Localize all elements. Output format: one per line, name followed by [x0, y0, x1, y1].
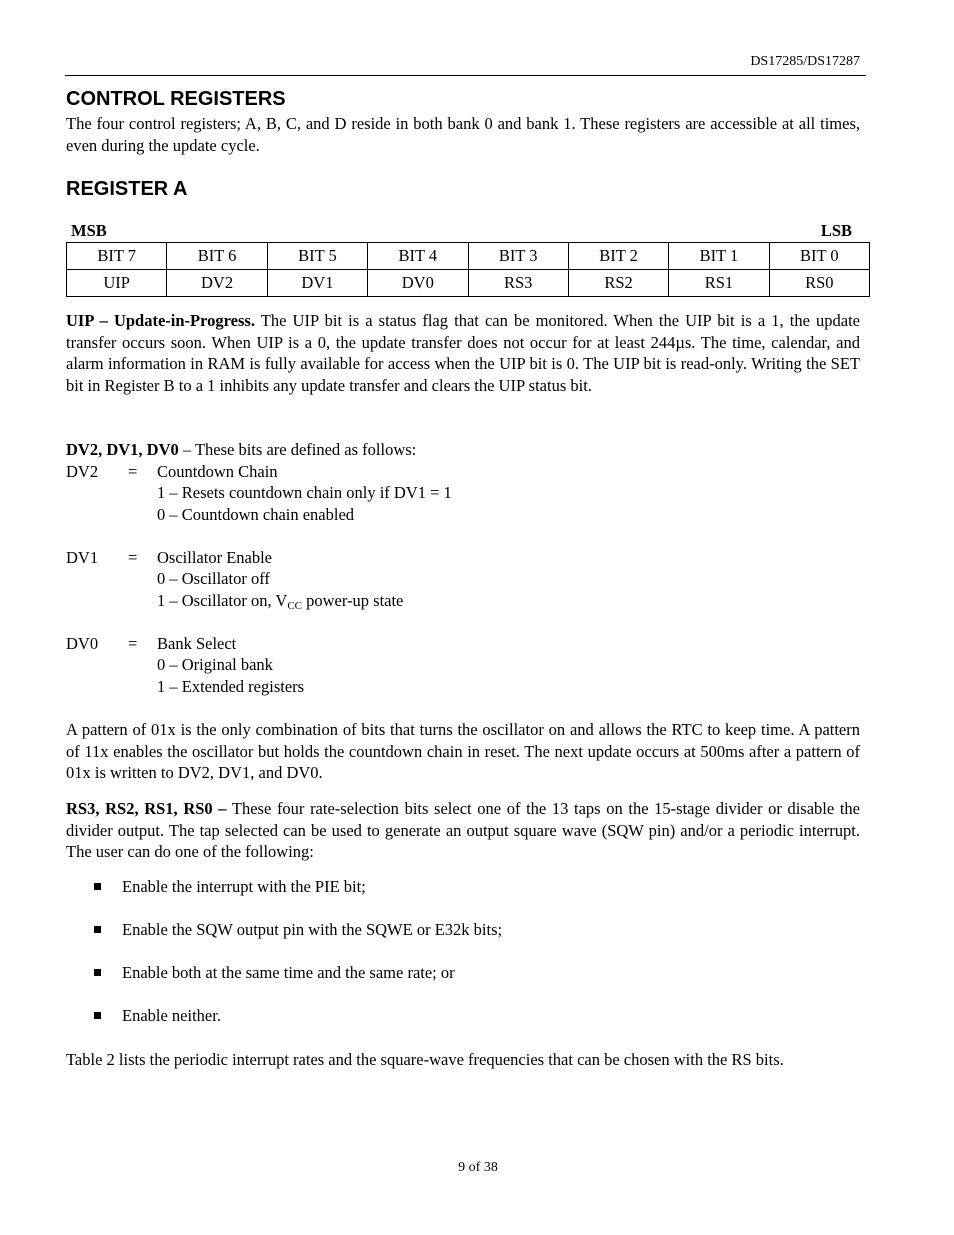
- rs-body: These four rate-selection bits select one of the 13 taps on the 15-stage divider or disable the divider output. The tap selected can be used to generate an output square wave (SQW pin) and/or a periodic interrupt. The user can do one of the following:: [66, 799, 861, 861]
- dv1-option-0: 0 – Oscillator off: [157, 569, 270, 588]
- rs-paragraph: [66, 798, 860, 863]
- dv0-option-0: 0 – Original bank: [157, 655, 273, 674]
- lsb-label: LSB: [820, 221, 852, 240]
- dv1-title: Oscillator Enable: [157, 547, 273, 567]
- bit-name-cell: DV1: [267, 270, 367, 297]
- dv2-option-1: 1 – Resets countdown chain only if DV1 = 1: [157, 483, 452, 502]
- square-bullet-icon: [94, 926, 101, 933]
- dv1-definition: [66, 547, 416, 569]
- dv1-key: DV1: [66, 547, 99, 567]
- rs-term: RS3, RS2, RS1, RS0 –: [66, 799, 227, 818]
- square-bullet-icon: [94, 1012, 101, 1019]
- dv1-option-1-suffix: power-up state: [302, 590, 404, 610]
- list-item-text: Enable both at the same time and the same rate; or: [122, 963, 455, 982]
- square-bullet-icon: [94, 969, 101, 976]
- list-item-text: Enable neither.: [122, 1006, 221, 1025]
- dv2-definition: [66, 461, 416, 483]
- msb-label: MSB: [71, 221, 107, 240]
- dv0-option-1: 1 – Extended registers: [157, 676, 305, 696]
- square-bullet-icon: [94, 883, 101, 890]
- document-id: DS17285/DS17287: [750, 54, 860, 69]
- dv-definitions: [66, 439, 452, 697]
- dv0-title: Bank Select: [157, 633, 237, 653]
- uip-term: UIP – Update-in-Progress.: [66, 311, 255, 330]
- bit-name-cell: RS0: [769, 270, 869, 297]
- dv0-key: DV0: [66, 633, 99, 653]
- list-item-text: Enable the SQW output pin with the SQWE or E32k bits;: [122, 920, 503, 939]
- bit-name-cell: RS2: [568, 270, 668, 297]
- list-item-text: Enable the interrupt with the PIE bit;: [122, 877, 366, 896]
- register-a-heading: REGISTER A: [66, 178, 188, 200]
- bit-cell: BIT 6: [167, 243, 267, 270]
- bit-name-cell: DV0: [368, 270, 468, 297]
- table2-paragraph: Table 2 lists the periodic interrupt rates and the square-wave frequencies that can be chosen with the RS bits.: [66, 1050, 784, 1069]
- dv0-definition: [66, 633, 416, 655]
- bit-cell: BIT 1: [669, 243, 769, 270]
- register-a-table: [66, 242, 870, 297]
- bit-name-cell: RS1: [669, 270, 769, 297]
- oscillator-pattern-paragraph: A pattern of 01x is the only combination of bits that turns the oscillator on and allows the RTC to keep time. A pattern of 11x enables the oscillator but holds the countdown chain in reset. The next update occurs at 500ms after a pattern of 01x is written to DV2, DV1, and DV0.: [66, 720, 860, 782]
- equals-sign: =: [128, 461, 138, 481]
- equals-sign: =: [128, 633, 138, 653]
- dv2-key: DV2: [66, 461, 99, 481]
- dv-term: DV2, DV1, DV0: [66, 440, 179, 459]
- bit-number-row: [67, 243, 870, 270]
- header-rule: [65, 75, 866, 76]
- bit-cell: BIT 5: [267, 243, 367, 270]
- bit-cell: BIT 7: [67, 243, 167, 270]
- control-registers-paragraph: The four control registers; A, B, C, and D reside in both bank 0 and bank 1. These registers are accessible at all times, even during the update cycle.: [66, 114, 860, 155]
- bit-name-cell: RS3: [468, 270, 568, 297]
- control-registers-heading: CONTROL REGISTERS: [66, 88, 286, 110]
- bit-name-cell: UIP: [67, 270, 167, 297]
- vcc-subscript: CC: [287, 599, 302, 612]
- dv-intro: – These bits are defined as follows:: [178, 440, 417, 459]
- dv2-option-0: 0 – Countdown chain enabled: [157, 504, 355, 524]
- uip-body: The UIP bit is a status flag that can be monitored. When the UIP bit is a 1, the update transfer occurs soon. When UIP is a 0, the update transfer does not occur for at least 244µs. The time, calendar, and alarm information in RAM is fully available for access when the UIP bit is 0. The UIP bit is read-only. Writing the SET bit in Register B to a 1 inhibits any update transfer and clears the UIP status bit.: [66, 311, 860, 395]
- bit-cell: BIT 2: [568, 243, 668, 270]
- uip-paragraph: [66, 310, 860, 396]
- bit-name-cell: DV2: [167, 270, 267, 297]
- bit-name-row: [67, 270, 870, 297]
- bit-cell: BIT 0: [769, 243, 869, 270]
- bit-cell: BIT 3: [468, 243, 568, 270]
- page-number: 9 of 38: [458, 1160, 498, 1175]
- dv2-title: Countdown Chain: [157, 461, 278, 481]
- bit-cell: BIT 4: [368, 243, 468, 270]
- dv1-option-1-text: 1 – Oscillator on, V: [157, 590, 288, 610]
- equals-sign: =: [128, 547, 138, 567]
